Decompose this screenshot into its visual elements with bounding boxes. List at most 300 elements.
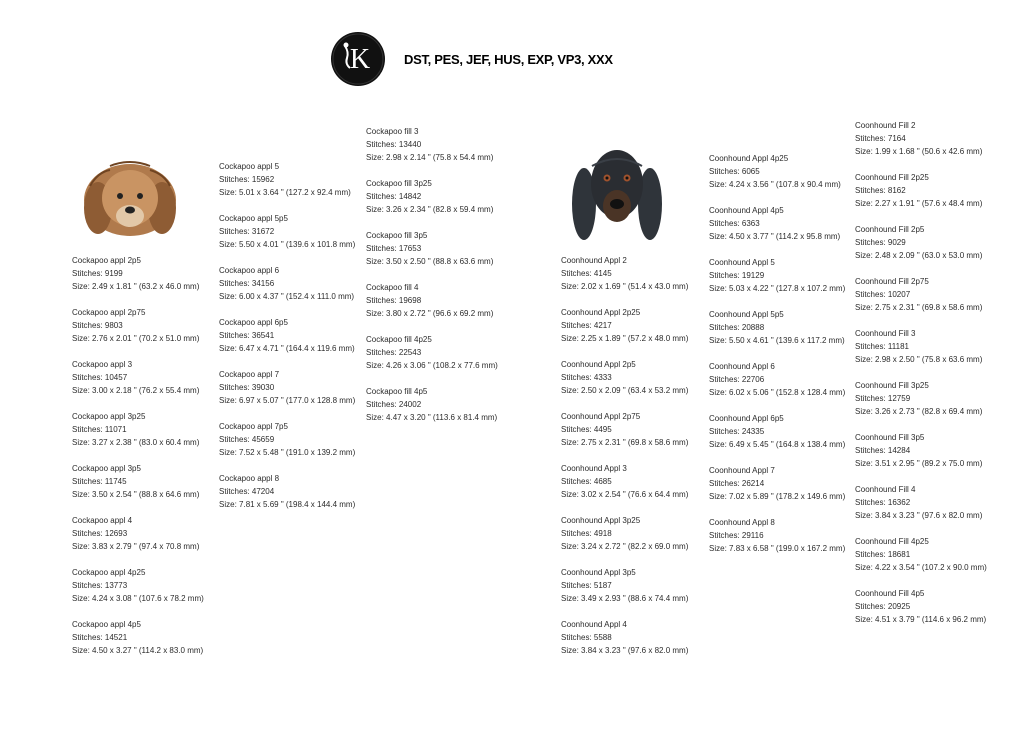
design-entry [219,368,355,407]
design-size [72,488,199,501]
stitch-count [366,242,493,255]
design-name: Cockapoo appl 4 [72,516,133,525]
design-size [561,488,688,501]
design-size [855,353,982,366]
stitch-count [561,631,688,644]
stitches-label: Stitches: [561,269,594,278]
design-size [219,498,355,511]
size-value: 4.51 x 3.79 " (114.6 x 96.2 mm) [875,615,987,624]
size-label: Size: [855,511,876,520]
design-size [561,540,688,553]
stitch-count [855,288,982,301]
stitch-count [709,165,841,178]
stitches-value: 24002 [398,400,422,409]
size-label: Size: [366,257,387,266]
stitch-count [72,631,203,644]
stitches-label: Stitches: [709,219,742,228]
design-size [855,561,987,574]
size-value: 1.99 x 1.68 " (50.6 x 42.6 mm) [875,147,983,156]
design-name: Coonhound Appl 4p25 [709,154,789,163]
stitches-value: 4145 [593,269,612,278]
design-name: Coonhound Appl 5p5 [709,310,784,319]
stitches-label: Stitches: [855,134,888,143]
design-name: Coonhound Fill 3p5 [855,433,925,442]
design-entry [855,431,982,470]
design-name: Coonhound Appl 8 [709,518,775,527]
design-entry [219,316,355,355]
stitch-count [366,346,498,359]
stitch-count [561,267,688,280]
stitches-value: 26214 [741,479,765,488]
design-size [561,644,688,657]
size-label: Size: [855,407,876,416]
design-name: Cockapoo appl 4p25 [72,568,146,577]
stitches-label: Stitches: [561,529,594,538]
size-value: 7.52 x 5.48 " (191.0 x 139.2 mm) [239,448,356,457]
stitches-label: Stitches: [855,394,888,403]
stitch-count [219,485,355,498]
size-label: Size: [366,361,387,370]
stitches-value: 22543 [398,348,422,357]
stitches-label: Stitches: [72,321,105,330]
stitches-label: Stitches: [366,244,399,253]
size-label: Size: [219,188,240,197]
stitches-value: 4217 [593,321,612,330]
design-size [561,384,688,397]
design-size [219,342,355,355]
design-entry [219,160,351,199]
design-entry [366,125,493,164]
design-name: Coonhound Appl 3 [561,464,627,473]
size-value: 2.98 x 2.14 " (75.8 x 54.4 mm) [386,153,494,162]
stitches-label: Stitches: [561,321,594,330]
logo-letter: K [349,44,371,75]
size-value: 7.02 x 5.89 " (178.2 x 149.6 mm) [729,492,846,501]
stitches-value: 20925 [887,602,911,611]
stitches-value: 11181 [887,342,909,351]
size-label: Size: [709,232,730,241]
size-label: Size: [219,344,240,353]
design-entry [366,333,498,372]
design-name: Coonhound Appl 4 [561,620,627,629]
stitch-count [72,579,204,592]
design-name: Cockapoo appl 6p5 [219,318,288,327]
stitches-value: 4495 [593,425,612,434]
size-label: Size: [709,492,730,501]
size-label: Size: [72,386,93,395]
design-size [709,438,845,451]
design-name: Cockapoo fill 3p5 [366,231,428,240]
size-value: 6.02 x 5.06 " (152.8 x 128.4 mm) [729,388,846,397]
size-value: 3.49 x 2.93 " (88.6 x 74.4 mm) [581,594,689,603]
stitch-count [366,398,497,411]
stitch-count [72,423,199,436]
design-entry [219,472,355,511]
design-entry [709,464,845,503]
size-label: Size: [561,542,582,551]
size-label: Size: [366,153,387,162]
stitches-value: 5588 [593,633,612,642]
size-label: Size: [72,594,93,603]
design-entry [72,618,203,657]
stitches-label: Stitches: [72,269,105,278]
stitch-count [561,579,688,592]
design-entry [709,204,840,243]
design-entry [72,514,199,553]
stitches-label: Stitches: [72,477,105,486]
design-entry [855,327,982,366]
stitch-count [72,319,199,332]
stitches-label: Stitches: [72,425,105,434]
stitch-count [72,527,199,540]
design-size [219,238,355,251]
design-name: Cockapoo fill 3 [366,127,419,136]
stitches-value: 17653 [398,244,422,253]
design-entry [366,385,497,424]
design-entry [72,410,199,449]
design-size [709,178,841,191]
design-size [855,613,986,626]
stitch-count [219,277,354,290]
stitches-value: 24335 [741,427,765,436]
size-value: 2.48 x 2.09 " (63.0 x 53.0 mm) [875,251,983,260]
design-name: Coonhound Appl 2p5 [561,360,636,369]
size-label: Size: [561,646,582,655]
stitch-count [855,184,982,197]
design-name: Coonhound Appl 3p25 [561,516,641,525]
stitch-count [72,267,199,280]
size-label: Size: [855,459,876,468]
size-label: Size: [709,180,730,189]
design-name: Coonhound Fill 4p25 [855,537,929,546]
stitches-label: Stitches: [855,446,888,455]
stitches-label: Stitches: [709,271,742,280]
design-name: Coonhound Fill 3p25 [855,381,929,390]
stitch-count [561,527,688,540]
stitches-value: 47204 [251,487,275,496]
size-value: 6.47 x 4.71 " (164.4 x 119.6 mm) [239,344,355,353]
stitch-count [855,600,986,613]
stitches-label: Stitches: [366,400,399,409]
design-size [219,186,351,199]
size-value: 2.50 x 2.09 " (63.4 x 53.2 mm) [581,386,689,395]
stitches-value: 10207 [887,290,911,299]
stitch-count [72,475,199,488]
stitches-label: Stitches: [709,167,742,176]
size-label: Size: [855,251,876,260]
size-value: 2.02 x 1.69 " (51.4 x 43.0 mm) [581,282,689,291]
stitches-label: Stitches: [366,348,399,357]
design-entry [561,254,688,293]
stitches-value: 39030 [251,383,275,392]
stitch-count [219,381,355,394]
size-label: Size: [709,440,730,449]
size-value: 2.25 x 1.89 " (57.2 x 48.0 mm) [581,334,689,343]
design-entry [72,566,204,605]
size-label: Size: [72,490,93,499]
design-entry [709,308,845,347]
design-name: Coonhound Appl 4p5 [709,206,784,215]
size-value: 6.00 x 4.37 " (152.4 x 111.0 mm) [239,292,355,301]
stitches-value: 12693 [104,529,128,538]
stitch-count [855,548,987,561]
stitches-label: Stitches: [709,323,742,332]
stitches-value: 16362 [887,498,911,507]
design-entry [855,119,982,158]
size-value: 3.83 x 2.79 " (97.4 x 70.8 mm) [92,542,200,551]
stitches-label: Stitches: [219,175,252,184]
design-entry [561,358,688,397]
size-label: Size: [855,563,876,572]
stitches-label: Stitches: [855,238,888,247]
stitch-count [561,475,688,488]
design-name: Cockapoo appl 3p5 [72,464,141,473]
design-name: Coonhound Appl 3p5 [561,568,636,577]
stitch-count [709,529,845,542]
size-value: 3.84 x 3.23 " (97.6 x 82.0 mm) [581,646,689,655]
design-size [72,436,199,449]
stitches-label: Stitches: [709,531,742,540]
stitches-value: 8162 [887,186,906,195]
size-value: 3.80 x 2.72 " (96.6 x 69.2 mm) [386,309,494,318]
size-value: 3.02 x 2.54 " (76.6 x 64.4 mm) [581,490,689,499]
design-entry [709,360,845,399]
design-size [709,334,845,347]
size-label: Size: [219,500,240,509]
design-size [561,436,688,449]
stitches-value: 4333 [593,373,612,382]
stitches-label: Stitches: [855,602,888,611]
design-size [561,280,688,293]
design-entry [366,281,493,320]
design-size [855,457,982,470]
size-value: 3.26 x 2.34 " (82.8 x 59.4 mm) [386,205,494,214]
stitches-value: 4685 [593,477,612,486]
stitch-count [219,433,355,446]
stitches-value: 13440 [398,140,422,149]
stitch-count [219,225,355,238]
design-name: Cockapoo fill 4p25 [366,335,432,344]
design-name: Coonhound Appl 6 [709,362,775,371]
stitches-label: Stitches: [855,290,888,299]
design-entry [219,212,355,251]
size-value: 2.49 x 1.81 " (63.2 x 46.0 mm) [92,282,200,291]
stitches-label: Stitches: [219,227,252,236]
size-label: Size: [709,284,730,293]
size-value: 2.75 x 2.31 " (69.8 x 58.6 mm) [581,438,689,447]
design-name: Coonhound Appl 6p5 [709,414,784,423]
size-label: Size: [561,386,582,395]
k-monogram-icon [331,32,385,86]
design-size [855,301,982,314]
stitches-label: Stitches: [366,140,399,149]
stitches-label: Stitches: [219,279,252,288]
brand-logo [331,32,385,86]
design-size [219,394,355,407]
size-value: 4.50 x 3.77 " (114.2 x 95.8 mm) [729,232,841,241]
design-size [219,290,354,303]
stitches-label: Stitches: [709,479,742,488]
design-entry [561,618,688,657]
size-label: Size: [709,544,730,553]
stitches-label: Stitches: [561,633,594,642]
design-entry [219,420,355,459]
stitches-value: 11745 [104,477,127,486]
design-name: Coonhound Appl 2p75 [561,412,641,421]
stitch-count [219,173,351,186]
design-size [366,255,493,268]
design-name: Coonhound Fill 2p75 [855,277,929,286]
stitches-value: 9199 [104,269,123,278]
design-size [219,446,355,459]
size-label: Size: [219,448,240,457]
size-label: Size: [72,282,93,291]
size-label: Size: [855,303,876,312]
design-entry [366,177,493,216]
stitches-value: 19129 [741,271,765,280]
design-entry [855,223,982,262]
design-entry [855,275,982,314]
size-label: Size: [709,388,730,397]
stitch-count [855,340,982,353]
design-size [855,405,982,418]
design-name: Cockapoo appl 6 [219,266,280,275]
size-value: 4.22 x 3.54 " (107.2 x 90.0 mm) [875,563,987,572]
stitch-count [561,371,688,384]
design-entry [72,306,199,345]
design-size [366,411,497,424]
stitches-value: 12759 [887,394,911,403]
stitches-label: Stitches: [366,192,399,201]
size-label: Size: [709,336,730,345]
design-size [709,282,845,295]
size-value: 7.83 x 6.58 " (199.0 x 167.2 mm) [729,544,846,553]
stitch-count [855,392,982,405]
stitch-count [366,294,493,307]
stitches-value: 11071 [104,425,127,434]
stitch-count [709,425,845,438]
stitch-count [561,319,688,332]
design-name: Cockapoo appl 8 [219,474,280,483]
size-label: Size: [219,292,240,301]
design-name: Cockapoo appl 5p5 [219,214,288,223]
size-value: 2.98 x 2.50 " (75.8 x 63.6 mm) [875,355,983,364]
design-entry [72,254,199,293]
design-entry [855,535,987,574]
size-label: Size: [855,147,876,156]
stitches-value: 18681 [887,550,911,559]
stitch-count [855,132,982,145]
design-name: Coonhound Appl 7 [709,466,775,475]
design-size [366,307,493,320]
design-name: Coonhound Fill 4p5 [855,589,925,598]
stitch-count [72,371,199,384]
stitches-label: Stitches: [219,331,252,340]
size-label: Size: [72,542,93,551]
stitches-label: Stitches: [561,477,594,486]
design-size [709,386,845,399]
design-size [72,280,199,293]
design-size [72,540,199,553]
design-size [366,151,493,164]
design-entry [855,587,986,626]
stitch-count [855,496,982,509]
size-value: 4.24 x 3.56 " (107.8 x 90.4 mm) [729,180,841,189]
stitch-count [709,321,845,334]
stitches-label: Stitches: [855,498,888,507]
design-size [709,542,845,555]
stitch-count [709,373,845,386]
design-entry [366,229,493,268]
size-label: Size: [855,615,876,624]
size-value: 4.50 x 3.27 " (114.2 x 83.0 mm) [92,646,204,655]
design-entry [561,566,688,605]
design-name: Cockapoo appl 7 [219,370,280,379]
design-name: Cockapoo fill 4p5 [366,387,428,396]
design-name: Cockapoo appl 5 [219,162,280,171]
size-value: 3.51 x 2.95 " (89.2 x 75.0 mm) [875,459,983,468]
stitches-value: 15962 [251,175,275,184]
size-value: 3.50 x 2.54 " (88.8 x 64.6 mm) [92,490,200,499]
design-entry [72,462,199,501]
size-value: 3.27 x 2.38 " (83.0 x 60.4 mm) [92,438,200,447]
size-label: Size: [561,334,582,343]
cockapoo-design-image [80,156,180,246]
size-value: 4.47 x 3.20 " (113.6 x 81.4 mm) [386,413,498,422]
design-size [855,197,982,210]
stitches-label: Stitches: [72,373,105,382]
size-value: 2.27 x 1.91 " (57.6 x 48.4 mm) [875,199,983,208]
coonhound-design-image [572,146,662,251]
size-value: 5.03 x 4.22 " (127.8 x 107.2 mm) [729,284,846,293]
design-name: Coonhound Fill 3 [855,329,916,338]
size-value: 4.24 x 3.08 " (107.6 x 78.2 mm) [92,594,204,603]
stitches-label: Stitches: [366,296,399,305]
design-size [72,332,199,345]
stitches-value: 4918 [593,529,612,538]
design-entry [855,483,982,522]
size-value: 5.01 x 3.64 " (127.2 x 92.4 mm) [239,188,351,197]
stitch-count [709,269,845,282]
size-value: 2.76 x 2.01 " (70.2 x 51.0 mm) [92,334,200,343]
design-name: Coonhound Appl 2p25 [561,308,641,317]
stitches-label: Stitches: [561,581,594,590]
stitches-label: Stitches: [855,342,888,351]
stitches-value: 36541 [251,331,275,340]
stitches-label: Stitches: [855,186,888,195]
size-label: Size: [561,594,582,603]
stitches-value: 7164 [887,134,906,143]
design-name: Cockapoo appl 3 [72,360,133,369]
size-label: Size: [855,199,876,208]
size-label: Size: [366,205,387,214]
stitches-value: 14284 [887,446,911,455]
stitches-label: Stitches: [561,373,594,382]
size-value: 6.97 x 5.07 " (177.0 x 128.8 mm) [239,396,356,405]
design-name: Coonhound Fill 2p5 [855,225,925,234]
stitches-value: 10457 [104,373,128,382]
stitches-value: 29116 [741,531,764,540]
size-label: Size: [561,438,582,447]
stitches-value: 13773 [104,581,128,590]
design-name: Cockapoo fill 4 [366,283,419,292]
design-size [72,644,203,657]
size-value: 3.26 x 2.73 " (82.8 x 69.4 mm) [875,407,983,416]
design-entry [72,358,199,397]
size-label: Size: [72,334,93,343]
design-size [561,332,688,345]
stitches-label: Stitches: [709,427,742,436]
